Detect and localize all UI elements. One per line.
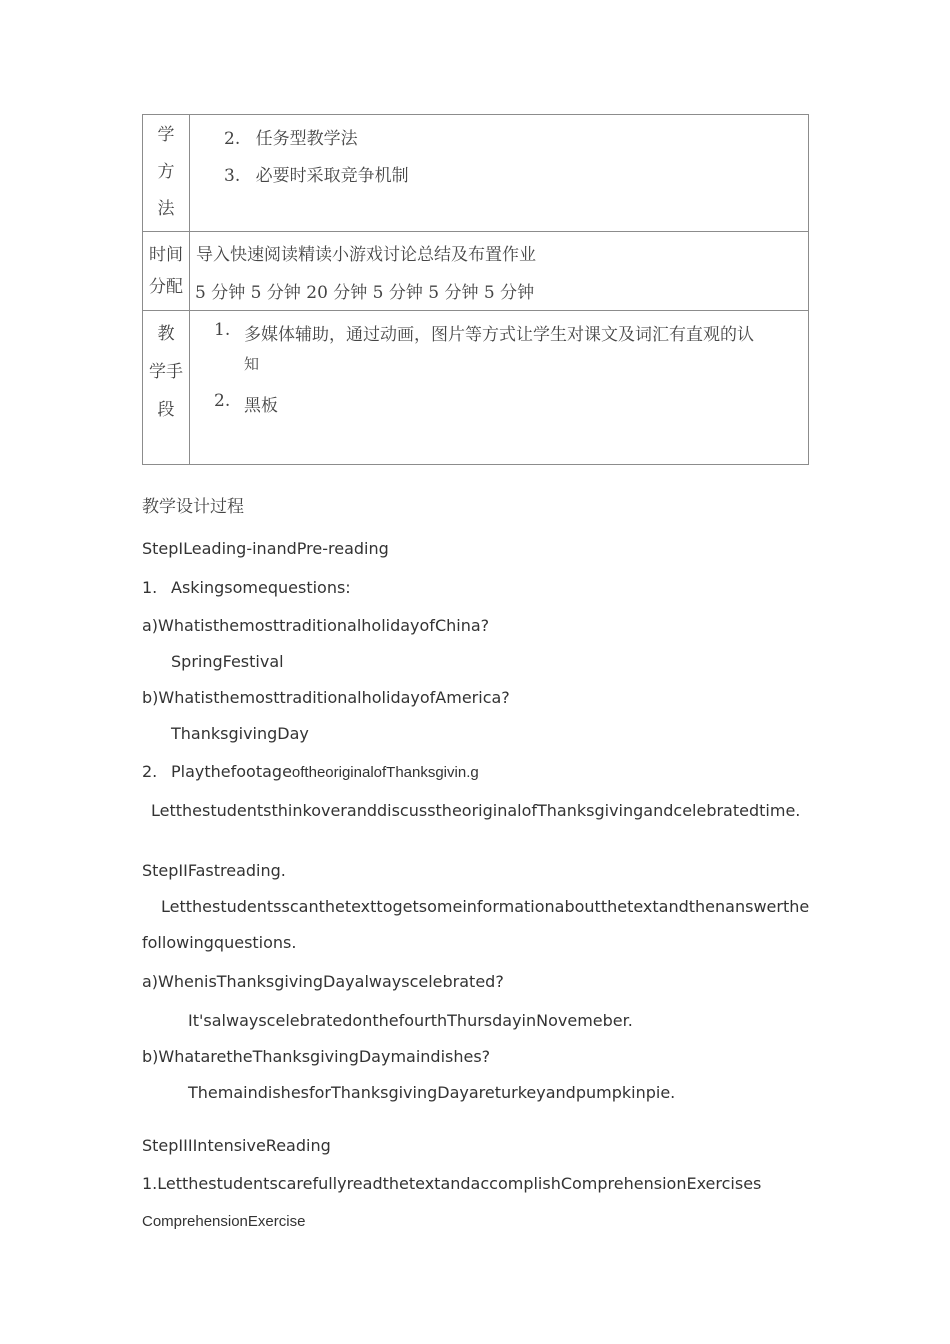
section-heading: 教学设计过程 [142,497,244,517]
step-title: StepIIIIntensiveReading [142,1136,331,1155]
label-char: 段 [157,400,175,420]
list-number: 2. [142,762,158,781]
list-number: 2. [224,129,241,149]
label-text: 分配 [149,277,183,297]
list-text-continued: 知 [244,355,260,373]
answer-text: It'salwayscelebratedonthefourthThursdayinNovemeber. [188,1011,633,1030]
answer-text: ThemaindishesforThanksgivingDayareturkeyandpumpkinpie. [188,1083,676,1102]
label-char: 学 [157,125,175,145]
row-content-time [190,232,809,311]
list-number: 2. [214,391,231,411]
label-text: 时间 [149,245,183,265]
list-text: Askingsomequestions: [171,578,351,597]
label-char: 法 [157,199,175,219]
list-text: 任务型教学法 [255,129,358,149]
step-title: StepILeading-inandPre-reading [142,539,389,558]
list-number: 1. [214,320,231,340]
question-text: b)WhatisthemosttraditionalholidayofAmerica? [142,688,510,707]
lesson-plan-table [142,114,809,465]
instruction-text: LetthestudentsthinkoveranddiscusstheoriginalofThanksgivingandcelebratedtime. [151,801,801,820]
row-label-means [143,311,190,465]
list-text: 黑板 [244,396,278,416]
row-label-method [143,115,190,232]
list-item [224,124,358,149]
list-text-part: oftheoriginalofThanksgivin.g [291,764,479,781]
instruction-text-continued: followingquestions. [142,933,297,952]
step-title: StepIIFastreading. [142,861,286,880]
time-phases: 导入快速阅读精读小游戏讨论总结及布置作业 [196,245,536,265]
table-row-method [143,115,809,232]
list-number: 3. [224,166,241,186]
table-row-means [143,311,809,465]
list-item [224,161,409,186]
row-label-time [143,232,190,311]
table-row-time [143,232,809,311]
row-content-method [190,115,809,232]
instruction-text: Letthestudentsscanthetexttogetsomeinformationaboutthetextandthenanswerthe [161,897,810,916]
row-content-means [190,311,809,465]
subheading-text: ComprehensionExercise [142,1213,306,1230]
list-text [171,762,479,781]
question-text: a)WhatisthemosttraditionalholidayofChina? [142,616,490,635]
label-char: 教 [157,324,175,344]
answer-text: ThanksgivingDay [171,724,309,743]
list-text-part: Playthefootage [171,762,292,781]
instruction-text: 1.LetthestudentscarefullyreadthetextandaccomplishComprehensionExercises [142,1174,762,1193]
list-number: 1. [142,578,158,597]
label-char: 方 [157,162,175,182]
list-text: 必要时采取竞争机制 [255,166,409,186]
list-text: 多媒体辅助，通过动画，图片等方式让学生对课文及词汇有直观的认 [244,325,754,345]
question-text: b)WhataretheThanksgivingDaymaindishes? [142,1047,491,1066]
answer-text: SpringFestival [171,652,284,671]
question-text: a)WhenisThanksgivingDayalwayscelebrated? [142,972,504,991]
time-durations: 5 分钟 5 分钟 20 分钟 5 分钟 5 分钟 5 分钟 [195,283,535,303]
label-char: 学手 [149,362,183,382]
